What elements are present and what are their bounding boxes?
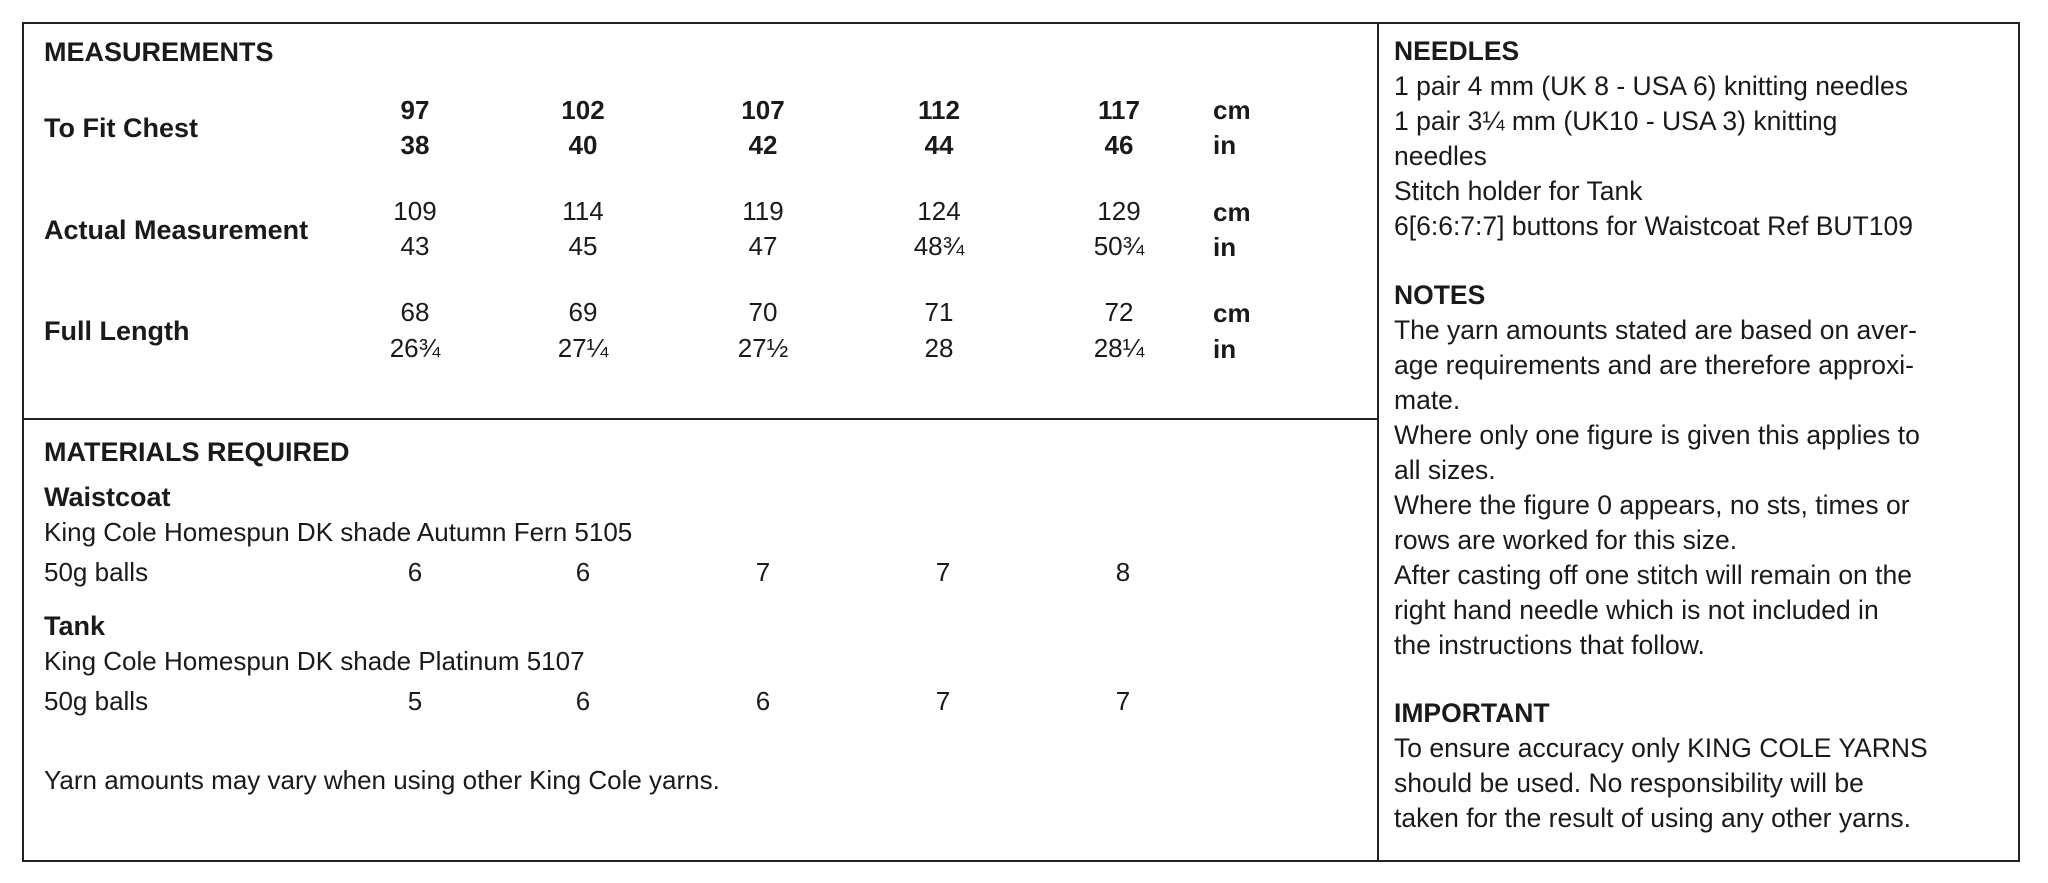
notes-line: The yarn amounts stated are based on aver- — [1394, 315, 1917, 345]
length-cm-value: 71 — [924, 297, 954, 327]
needles-line: Stitch holder for Tank — [1394, 176, 1643, 206]
chest-cm-value: 112 — [918, 95, 960, 125]
length-in-value: 26¾ — [389, 333, 441, 363]
chest-in-value: 40 — [568, 130, 598, 160]
materials-heading: MATERIALS REQUIRED — [44, 437, 350, 467]
tank-balls-value: 6 — [575, 686, 591, 716]
row-label-to-fit-chest: To Fit Chest — [44, 113, 198, 143]
column-divider — [1377, 22, 1379, 862]
tank-balls-value: 6 — [755, 686, 771, 716]
measurements-heading: MEASUREMENTS — [44, 37, 274, 67]
needles-line: 1 pair 3¼ mm (UK10 - USA 3) knitting — [1394, 106, 1838, 136]
actual-cm-value: 109 — [393, 196, 437, 226]
actual-in-value: 43 — [400, 231, 430, 261]
unit-in: in — [1213, 232, 1237, 262]
chest-in-value: 46 — [1104, 130, 1134, 160]
actual-cm-value: 114 — [562, 196, 604, 226]
chest-in-value: 38 — [400, 130, 430, 160]
notes-line: Where the figure 0 appears, no sts, times or — [1394, 490, 1910, 520]
waistcoat-yarn: King Cole Homespun DK shade Autumn Fern 5105 — [44, 517, 633, 547]
yarn-variation-note: Yarn amounts may vary when using other King Cole yarns. — [44, 765, 720, 795]
unit-in: in — [1213, 130, 1237, 160]
actual-cm-value: 119 — [742, 196, 784, 226]
important-line: should be used. No responsibility will be — [1394, 768, 1864, 798]
actual-in-value: 50¾ — [1093, 231, 1145, 261]
waistcoat-balls-value: 7 — [755, 557, 771, 587]
actual-cm-value: 124 — [917, 196, 961, 226]
chest-cm-value: 97 — [400, 95, 430, 125]
length-cm-value: 69 — [568, 297, 598, 327]
length-in-value: 27½ — [737, 333, 789, 363]
notes-line: all sizes. — [1394, 455, 1496, 485]
notes-line: age requirements and are therefore approxi- — [1394, 350, 1914, 380]
needles-line: 6[6:6:7:7] buttons for Waistcoat Ref BUT109 — [1394, 211, 1913, 241]
length-in-value: 28 — [924, 333, 954, 363]
important-line: taken for the result of using any other yarns. — [1394, 803, 1912, 833]
tank-balls-label: 50g balls — [44, 686, 149, 716]
notes-line: the instructions that follow. — [1394, 630, 1705, 660]
notes-line: Where only one figure is given this applies to — [1394, 420, 1920, 450]
tank-balls-value: 5 — [407, 686, 423, 716]
needles-heading: NEEDLES — [1394, 36, 1520, 66]
length-cm-value: 68 — [400, 297, 430, 327]
waistcoat-balls-value: 8 — [1115, 557, 1131, 587]
tank-yarn: King Cole Homespun DK shade Platinum 5107 — [44, 646, 585, 676]
waistcoat-balls-value: 6 — [407, 557, 423, 587]
notes-line: mate. — [1394, 385, 1461, 415]
length-in-value: 28¼ — [1093, 333, 1145, 363]
waistcoat-balls-value: 6 — [575, 557, 591, 587]
length-in-value: 27¼ — [557, 333, 609, 363]
section-divider — [22, 418, 1379, 420]
waistcoat-balls-value: 7 — [935, 557, 951, 587]
notes-line: After casting off one stitch will remain on the — [1394, 560, 1912, 590]
unit-cm: cm — [1213, 298, 1251, 328]
notes-line: rows are worked for this size. — [1394, 525, 1738, 555]
needles-line: needles — [1394, 141, 1487, 171]
chest-in-value: 44 — [924, 130, 954, 160]
unit-cm: cm — [1213, 197, 1251, 227]
chest-cm-value: 117 — [1098, 95, 1140, 125]
important-heading: IMPORTANT — [1394, 698, 1550, 728]
actual-in-value: 45 — [568, 231, 598, 261]
actual-cm-value: 129 — [1097, 196, 1141, 226]
tank-balls-value: 7 — [935, 686, 951, 716]
actual-in-value: 47 — [748, 231, 778, 261]
notes-line: right hand needle which is not included in — [1394, 595, 1879, 625]
length-cm-value: 72 — [1104, 297, 1134, 327]
waistcoat-balls-label: 50g balls — [44, 557, 149, 587]
tank-title: Tank — [44, 611, 106, 641]
important-line: To ensure accuracy only KING COLE YARNS — [1394, 733, 1928, 763]
important-section — [1394, 696, 2014, 836]
actual-in-value: 48¾ — [913, 231, 965, 261]
chest-cm-value: 102 — [561, 95, 605, 125]
unit-in: in — [1213, 334, 1237, 364]
needles-section — [1394, 34, 2014, 244]
notes-section — [1394, 278, 2014, 663]
tank-balls-value: 7 — [1115, 686, 1131, 716]
waistcoat-title: Waistcoat — [44, 482, 171, 512]
length-cm-value: 70 — [748, 297, 778, 327]
chest-in-value: 42 — [748, 130, 778, 160]
needles-line: 1 pair 4 mm (UK 8 - USA 6) knitting needles — [1394, 71, 1909, 101]
chest-cm-value: 107 — [741, 95, 785, 125]
unit-cm: cm — [1213, 95, 1251, 125]
notes-heading: NOTES — [1394, 280, 1486, 310]
row-label-full-length: Full Length — [44, 316, 190, 346]
row-label-actual-measurement: Actual Measurement — [44, 215, 309, 245]
